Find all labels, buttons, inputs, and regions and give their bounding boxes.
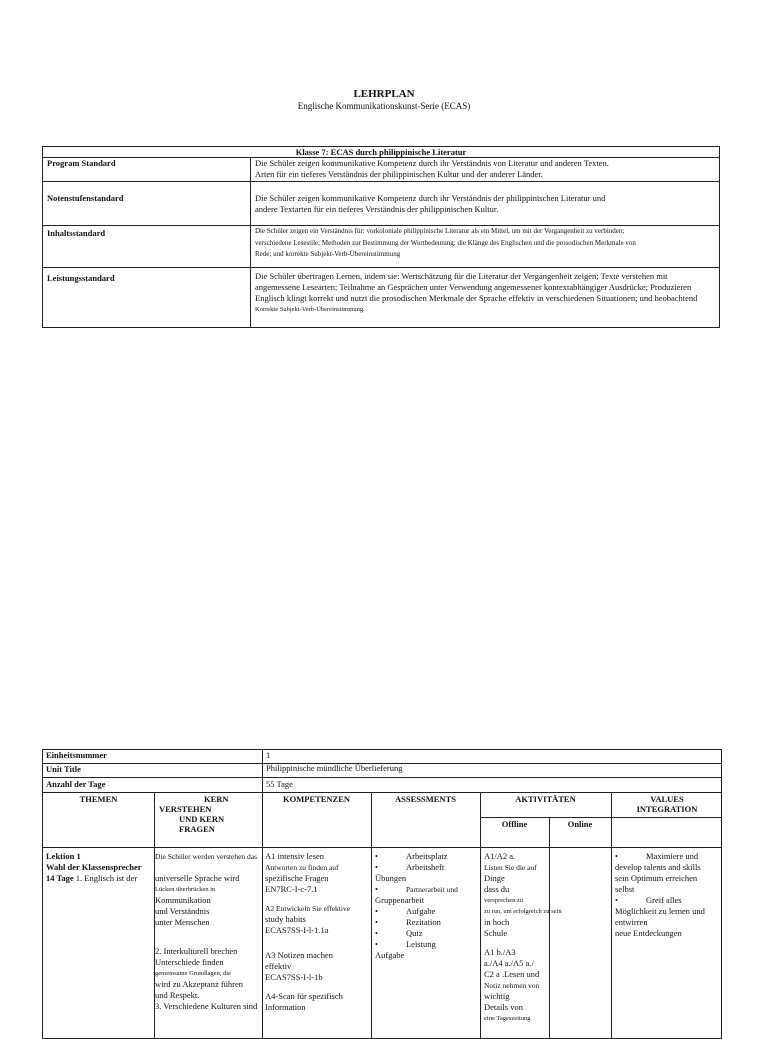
unit-title-value: Philippinische mündliche Überlieferung [266,763,403,773]
document-subtitle: Englische Kommunikationskunst-Serie (ECAS) [297,101,471,111]
program-standard-text: Die Schüler zeigen kommunikative Kompetenz durch ihr Verständnis von Literatur und anderen Texten. Arten für ein tieferes Verständnis der philippinischen Kultur und der anderer Länder. [255,158,609,179]
values-header: VALUES INTEGRATION [636,794,698,814]
competencies-header: KOMPETENZEN [282,794,351,804]
days-value: 55 Tage [266,779,293,789]
values-integration-cell: • Maximiere und develop talents and skills sein Optimum erreichen selbst • Greif alles Möglichkeit zu lernen und entwirren neue Entdeckungen [615,851,705,938]
content-standard-label: Inhaltsstandard [47,228,106,238]
competencies-cell: A1 intensiv lesen Antworten zu finden auf spezifische Fragen EN7RC-I-c-7.1 A2 Entwickeln Sie effektive study habits ECAS7SS-I-l-1.1a A3 Notizen machen effektiv ECAS7SS-I-l-1b A4-Scan für spezifisch Information [265,851,351,1012]
unit-table [42,749,722,1039]
unit-title-label: Unit Title [46,764,81,774]
activities-header: AKTIVITÄTEN [515,794,576,804]
standards-table-heading: Klasse 7: ECAS durch philippinische Literatur [43,147,719,158]
program-standard-label: Program Standard [47,158,116,168]
grade-standard-label: Notenstufenstandard [47,193,124,203]
offline-header: Offline [501,819,528,829]
unit-number-label: Einheitsnummer [46,750,107,760]
assessments-header: ASSESSMENTS [395,794,456,804]
document-title: LEHRPLAN [353,88,415,100]
performance-standard-text: Die Schüler übertragen Lernen, indem sie: Wertschätzung für die Literatur der Vergangenheit zeigen; Texte verstehen mit angemessene Lesearten; Teilnahme an Gesprächen unter Verwendung angemessener kontextabhängiger Ausdrücke; Produzieren Englisch klingt korrekt und nutzt die prosodischen Merkmale der Sprache effektiv in verschiedenen Situationen; und beobachtend Korrekte Subjekt-Verb-Übereinstimmung. [255,271,698,313]
performance-standard-label: Leistungsstandard [47,273,115,283]
online-header: Online [567,819,593,829]
unit-number-value: 1 [266,750,271,760]
themes-header: THEMEN [79,794,118,804]
standards-table [42,146,720,328]
offline-activities-cell: A1/A2 a. Listen Sie die auf Dinge dass du versprechen zu zu tun, um erfolgreich zu sein in hoch Schule A1 b./A3 a./A4 a./A5 a./ C2 a .Lesen und Notiz nehmen von wichtig Details von eine Tageszeitung [484,851,562,1022]
core-header: KERN VERSTEHEN UND KERN FRAGEN [159,794,229,834]
assessments-cell: • Arbeitsplatz • Arbeitsheft Übungen • Partnerarbeit und Gruppenarbeit • Aufgabe • Rezitation • Quiz • Leistung Aufgabe [375,851,458,960]
themes-cell: Lektion 1 Wahl der Klassensprecher 14 Tage 1. Englisch ist der [46,851,142,883]
grade-standard-text: Die Schüler zeigen kommunikative Kompetenz durch ihr Verständnis der philippinischen Literatur und andere Textarten für ein tieferes Verständnis der philippinischen Kultur. [255,193,606,214]
days-label: Anzahl der Tage [46,779,106,789]
core-understanding-cell: Die Schüler werden verstehen das universelle Sprache wird Lücken überbrücken in Kommunikation und Verständnis unter Menschen 2. Interkulturell brechen Unterschiede finden gemeinsame Grundlagen, die wird zu Akzeptanz führen und Respekt. 3. Verschiedene Kulturen sind [155,852,258,1011]
content-standard-text: Die Schüler zeigen ein Verständnis für: vorkoloniale philippinische Literatur als ein Mittel, um mit der Vergangenheit zu verbinden; verschiedene Lesestile; Methoden zur Bestimmung der Wortbedeutung; die Klänge des Englischen und die prosodischen Merkmale von Rede; und korrekte Subjekt-Verb-Übereinstimmung [255,227,636,258]
